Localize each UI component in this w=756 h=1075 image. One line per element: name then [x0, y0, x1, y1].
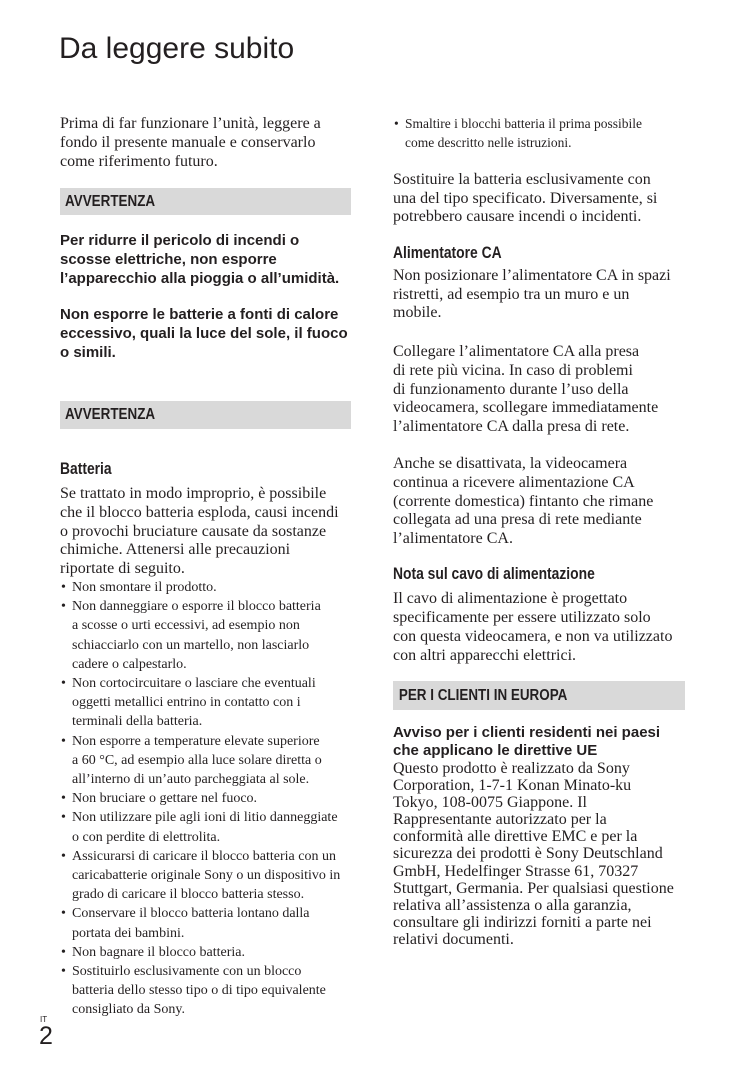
battery-heading: Batteria: [60, 460, 112, 478]
replace-battery-paragraph: Sostituire la batteria esclusivamente con una del tipo specificato. Diversamente, si potrebbero causare incendi o incidenti.: [393, 171, 658, 226]
ac-adapter-paragraph-2: Collegare l’alimentatore CA alla presa di rete più vicina. In caso di problemi di funzionamento durante l’uso della videocamera, scollegare immediatamente l’alimentatore CA dalla presa di rete.: [393, 343, 659, 435]
europe-subheading: Avviso per i clienti residenti nei paesi che applicano le direttive UE: [393, 724, 661, 759]
europe-label: PER I CLIENTI IN EUROPA: [398, 687, 568, 704]
europe-paragraph: Questo prodotto è realizzato da Sony Corporation, 1-7-1 Konan Minato-ku Tokyo, 108-0075 Giappone. Il Rappresentante autorizzato per la conformità alle direttive EMC e per la sicurezza dei prodotti è Sony Deutschland GmbH, Hedelfinger Strasse 61, 70327 Stuttgart, Germania. Per qualsiasi questione relativa all’assistenza o alla garanzia, consultare gli indirizzi forniti a parte nei relativi documenti.: [393, 760, 674, 948]
list-item: • Assicurarsi di caricare il blocco batteria con un caricabatterie originale Sony o un dispositivo in grado di caricare il blocco batteria stesso.: [60, 847, 340, 905]
list-item: • Non esporre a temperature elevate superiore a 60 °C, ad esempio alla luce solare diretta o all’interno di un’auto parcheggiata al sole.: [60, 732, 340, 790]
list-item: • Non bruciare o gettare nel fuoco.: [60, 789, 340, 808]
power-cord-heading: Nota sul cavo di alimentazione: [393, 565, 595, 583]
warning-box: [60, 188, 351, 215]
intro-paragraph: Prima di far funzionare l’unità, leggere a fondo il presente manuale e conservarlo come riferimento futuro.: [60, 115, 321, 170]
list-item: • Non cortocircuitare o lasciare che eventuali oggetti metallici entrino in contatto con i terminali della batteria.: [60, 674, 340, 732]
warning-text-rain: Per ridurre il pericolo di incendi o scosse elettriche, non esporre l’apparecchio alla pioggia o all’umidità.: [60, 232, 340, 287]
list-item: • Non utilizzare pile agli ioni di litio danneggiate o con perdite di elettrolita.: [60, 808, 340, 846]
page-language-label: IT: [40, 1015, 48, 1024]
battery-precautions-list: [60, 578, 340, 1020]
warning-label: AVVERTENZA: [65, 193, 156, 210]
power-cord-heading-wrap: [393, 564, 633, 584]
list-item: • Sostituirlo esclusivamente con un blocco batteria dello stesso tipo o di tipo equivalente consigliato da Sony.: [60, 962, 340, 1020]
list-item: • Conservare il blocco batteria lontano dalla portata dei bambini.: [60, 904, 340, 942]
disposal-list: [393, 114, 642, 152]
europe-box: [393, 681, 685, 710]
ac-adapter-heading-wrap: [393, 243, 522, 263]
ac-adapter-heading: Alimentatore CA: [393, 244, 502, 262]
list-item: • Smaltire i blocchi batteria il prima possibile come descritto nelle istruzioni.: [393, 114, 642, 152]
warning-text-heat: Non esporre le batterie a fonti di calore eccessivo, quali la luce del sole, il fuoco o simili.: [60, 306, 348, 361]
page-title: Da leggere subito: [59, 32, 295, 65]
warning-box-2: [60, 401, 351, 429]
battery-intro: Se trattato in modo improprio, è possibile che il blocco batteria esploda, causi incendi o provochi bruciature causate da sostanze chimiche. Attenersi alle precauzioni riportate di seguito.: [60, 485, 339, 578]
ac-adapter-paragraph-3: Anche se disattivata, la videocamera continua a ricevere alimentazione CA (corrente domestica) fintanto che rimane collegata ad una presa di rete mediante l’alimentatore CA.: [393, 455, 654, 547]
list-item: • Non bagnare il blocco batteria.: [60, 943, 340, 962]
power-cord-paragraph: Il cavo di alimentazione è progettato specificamente per essere utilizzato solo con questa videocamera, e non va utilizzato con altri apparecchi elettrici.: [393, 590, 673, 664]
ac-adapter-paragraph-1: Non posizionare l’alimentatore CA in spazi ristretti, ad esempio tra un muro e un mobile.: [393, 267, 671, 322]
warning-label-2: AVVERTENZA: [65, 406, 156, 423]
page-number: 2: [39, 1022, 53, 1050]
list-item: • Non smontare il prodotto.: [60, 578, 340, 597]
battery-heading-wrap: [60, 459, 121, 479]
list-item: • Non danneggiare o esporre il blocco batteria a scosse o urti eccessivi, ad esempio non schiacciarlo con un martello, non lasciarlo cadere o calpestarlo.: [60, 597, 340, 674]
